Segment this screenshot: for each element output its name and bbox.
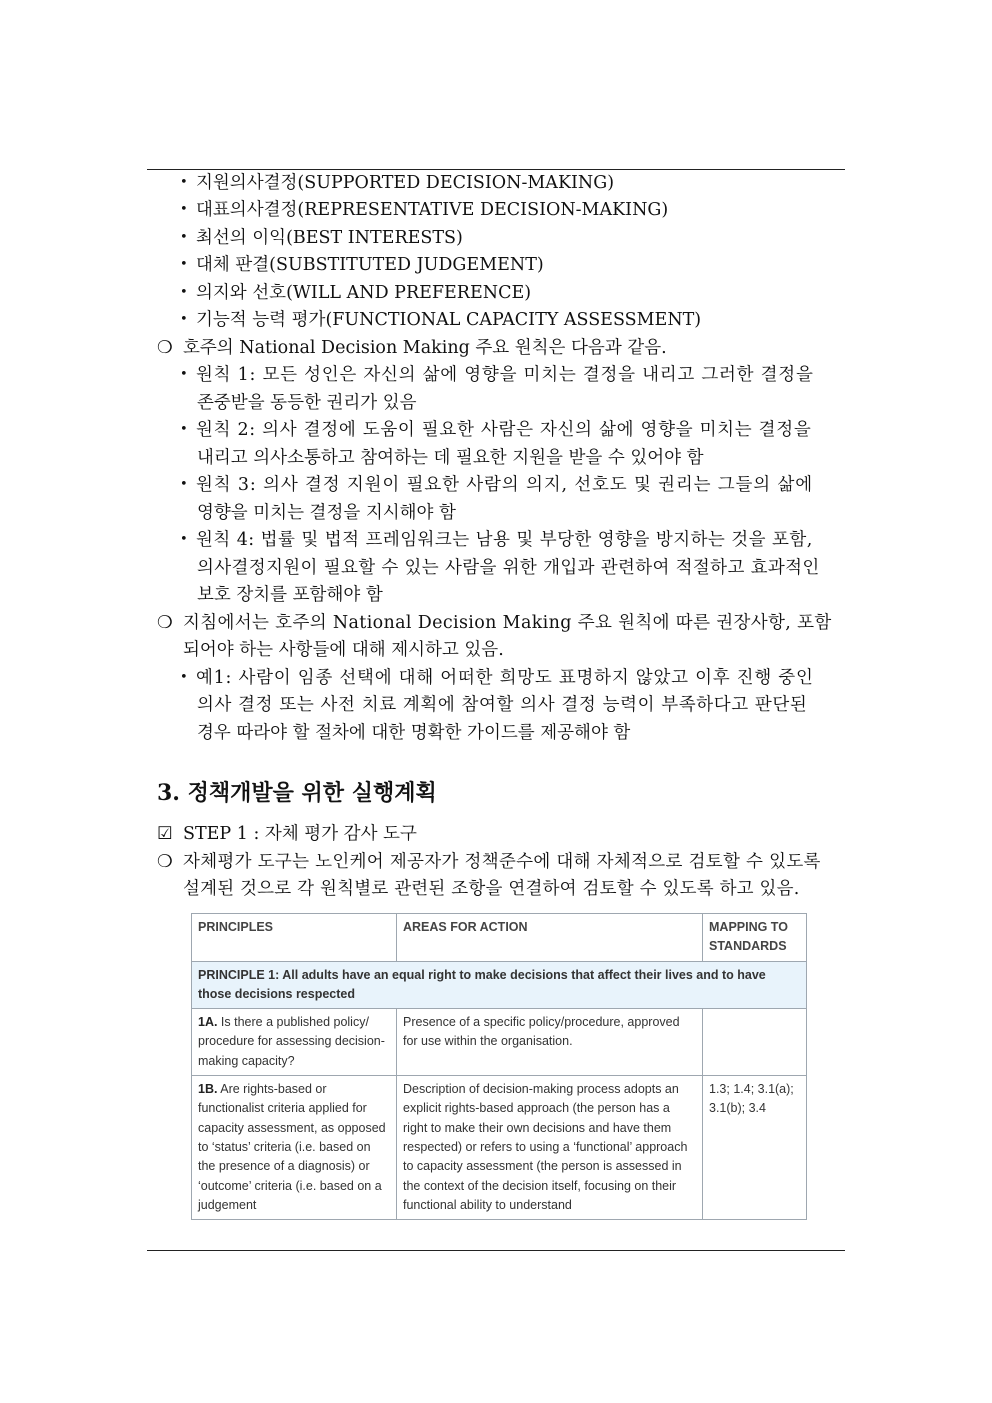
list-item-continuation: 내리고 의사소통하고 참여하는 데 필요한 지원을 받을 수 있어야 함 [197, 448, 704, 468]
paragraph-continuation: 설계된 것으로 각 원칙별로 관련된 조항을 연결하여 검토할 수 있도록 하고 있음. [183, 879, 800, 899]
header-rule [147, 169, 845, 170]
table-row [192, 1009, 807, 1076]
bullet-icon: • [180, 422, 188, 437]
principle-row [192, 961, 807, 1009]
bullet-icon: • [180, 202, 188, 217]
bullet-icon: • [180, 230, 188, 245]
paragraph-continuation: 되어야 하는 사항들에 대해 제시하고 있음. [183, 640, 504, 660]
list-item-continuation: 의사결정지원이 필요할 수 있는 사람을 위한 개입과 관련하여 적절하고 효과적인 [197, 558, 820, 578]
circle-bullet-icon: ❍ [157, 613, 173, 633]
bullet-icon: • [180, 367, 188, 382]
table-row [192, 1076, 807, 1220]
circle-bullet-icon: ❍ [157, 338, 173, 358]
column-header: PRINCIPLES [192, 914, 397, 962]
row-id: 1A. [198, 1015, 218, 1030]
bullet-icon: • [180, 670, 188, 685]
bullet-icon: • [180, 285, 188, 300]
table-cell: 1B. Are rights-based or functionalist criteria applied for capacity assessment, as opposed to ‘status’ criteria (i.e. based on the presence of a diagnosis) or ‘outcome’ criteria (i.e. based on a judgement [192, 1076, 397, 1220]
bullet-icon: • [180, 257, 188, 272]
column-header: MAPPING TO STANDARDS [703, 914, 807, 962]
column-header: AREAS FOR ACTION [397, 914, 703, 962]
bullet-icon: • [180, 532, 188, 547]
list-item-continuation: 영향을 미치는 결정을 지시해야 함 [197, 503, 456, 523]
table-cell: Description of decision-making process adopts an explicit rights-based approach (the person has a right to make their own decisions and have them respected) or refers to using a ‘functional’ approach to capacity assessment (the person is assessed in the context of the decision itself, focusing on their functional ability to understand [397, 1076, 703, 1220]
row-id: 1B. [198, 1082, 218, 1097]
table-header-row [192, 914, 807, 962]
principle-title: PRINCIPLE 1: All adults have an equal right to make decisions that affect their lives and to have those decisions respected [192, 961, 807, 1009]
table-cell: Presence of a specific policy/procedure, approved for use within the organisation. [397, 1009, 703, 1076]
principles-table-image [191, 913, 806, 1212]
list-item-continuation: 경우 따라야 할 절차에 대한 명확한 가이드를 제공해야 함 [197, 723, 631, 743]
principles-table [191, 913, 807, 1220]
circle-bullet-icon: ❍ [157, 852, 173, 872]
table-cell: 1A. Is there a published policy/ procedure for assessing decision-making capacity? [192, 1009, 397, 1076]
footer-rule [147, 1250, 845, 1251]
bullet-icon: • [180, 312, 188, 327]
list-item-continuation: 의사 결정 또는 사전 치료 계획에 참여할 의사 결정 능력이 부족하다고 판단된 [197, 695, 808, 715]
table-cell: 1.3; 1.4; 3.1(a); 3.1(b); 3.4 [703, 1076, 807, 1220]
section-heading: 3. 정책개발을 위한 실행계획 [157, 780, 437, 806]
bullet-icon: • [180, 175, 188, 190]
table-cell [703, 1009, 807, 1076]
bullet-icon: • [180, 477, 188, 492]
list-item-continuation: 존중받을 동등한 권리가 있음 [197, 393, 417, 413]
list-item-continuation: 보호 장치를 포함해야 함 [197, 585, 383, 605]
checkbox-icon: ☑ [157, 824, 173, 844]
